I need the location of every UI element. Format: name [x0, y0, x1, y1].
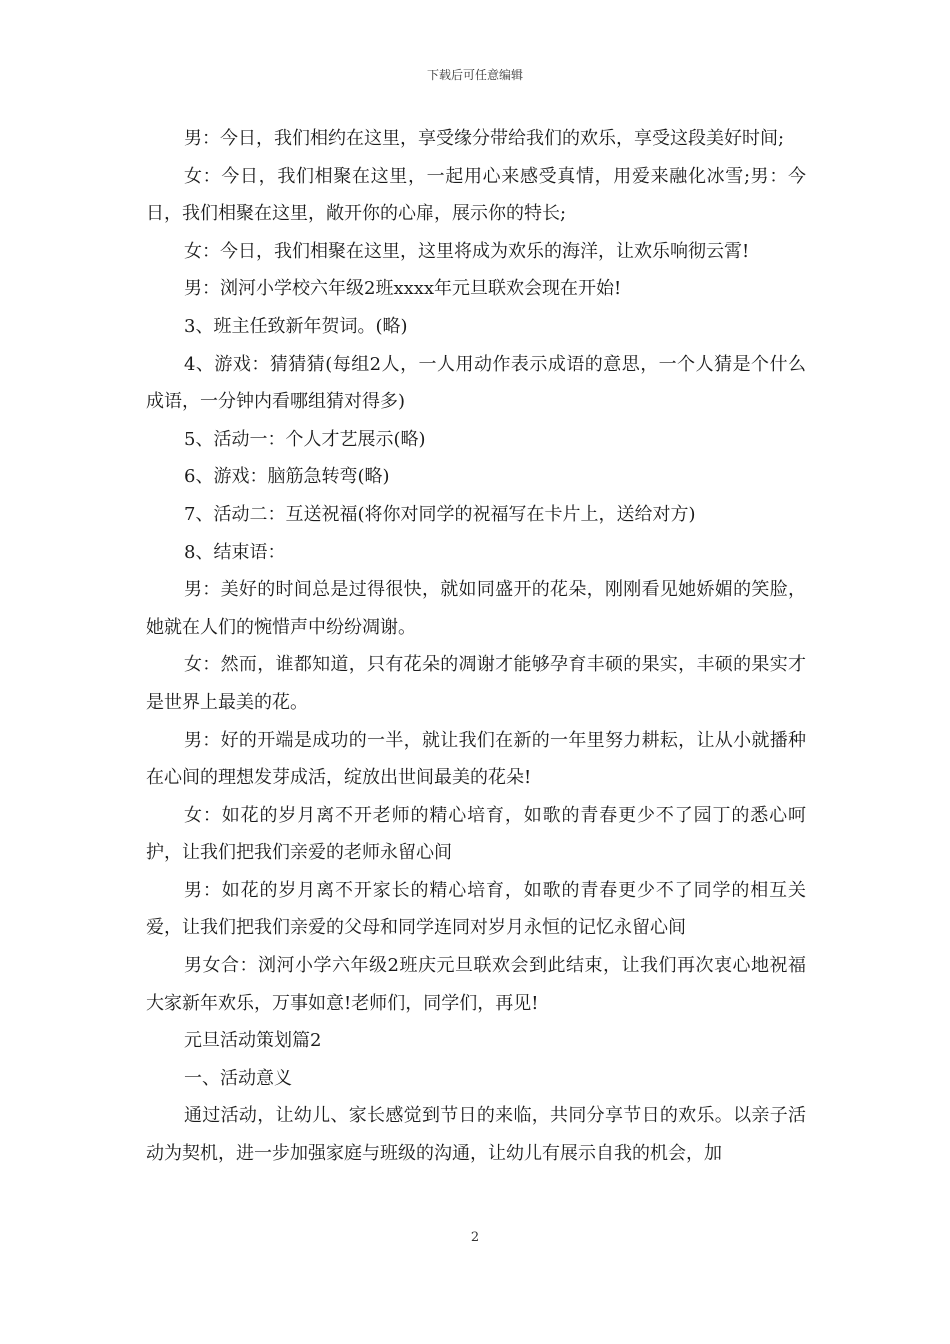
- paragraph-16: 男女合：浏河小学六年级2班庆元旦联欢会到此结束，让我们再次衷心地祝福大家新年欢乐，万事如意!老师们，同学们，再见!: [146, 955, 806, 1014]
- paragraph-9: 7、活动二：互送祝福(将你对同学的祝福写在卡片上，送给对方): [184, 503, 696, 525]
- paragraph-10: 8、结束语：: [184, 541, 286, 563]
- paragraph-4: 男：浏河小学校六年级2班xxxx年元旦联欢会现在开始!: [184, 278, 622, 300]
- section-title: 元旦活动策划篇2: [184, 1030, 322, 1052]
- paragraph-19: 通过活动，让幼儿、家长感觉到节日的来临，共同分享节日的欢乐。以亲子活动为契机，进一步加强家庭与班级的沟通，让幼儿有展示自我的机会，加: [146, 1105, 806, 1165]
- paragraph-3: 女：今日，我们相聚在这里，这里将成为欢乐的海洋，让欢乐响彻云霄!: [184, 240, 750, 262]
- section-heading: 一、活动意义: [184, 1067, 292, 1089]
- paragraph-1: 男：今日，我们相约在这里，享受缘分带给我们的欢乐，享受这段美好时间;: [184, 128, 785, 149]
- paragraph-11: 男：美好的时间总是过得很快，就如同盛开的花朵，刚刚看见她娇媚的笑脸，她就在人们的惋惜声中纷纷凋谢。: [146, 579, 806, 638]
- document-body: [146, 120, 806, 1173]
- paragraph-5: 3、班主任致新年贺词。(略): [184, 315, 408, 337]
- page-number: 2: [470, 1230, 480, 1245]
- page-header: 下载后可任意编辑: [426, 68, 523, 82]
- paragraph-13: 男：好的开端是成功的一半，就让我们在新的一年里努力耕耘，让从小就播种在心间的理想发芽成活，绽放出世间最美的花朵!: [146, 729, 806, 789]
- paragraph-15: 男：如花的岁月离不开家长的精心培育，如歌的青春更少不了同学的相互关爱，让我们把我们亲爱的父母和同学连同对岁月永恒的记忆永留心间: [146, 879, 806, 939]
- paragraph-12: 女：然而，谁都知道，只有花朵的凋谢才能够孕育丰硕的果实，丰硕的果实才是世界上最美的花。: [146, 654, 806, 713]
- paragraph-2: 女：今日，我们相聚在这里，一起用心来感受真情，用爱来融化冰雪;男：今日，我们相聚在这里，敞开你的心扉，展示你的特长;: [146, 165, 806, 225]
- paragraph-14: 女：如花的岁月离不开老师的精心培育，如歌的青春更少不了园丁的悉心呵护，让我们把我们亲爱的老师永留心间: [146, 804, 806, 864]
- paragraph-8: 6、游戏：脑筋急转弯(略): [184, 466, 390, 488]
- paragraph-7: 5、活动一：个人才艺展示(略): [184, 428, 426, 450]
- paragraph-6: 4、游戏：猜猜猜(每组2人，一人用动作表示成语的意思，一个人猜是个什么成语，一分钟内看哪组猜对得多): [146, 353, 806, 413]
